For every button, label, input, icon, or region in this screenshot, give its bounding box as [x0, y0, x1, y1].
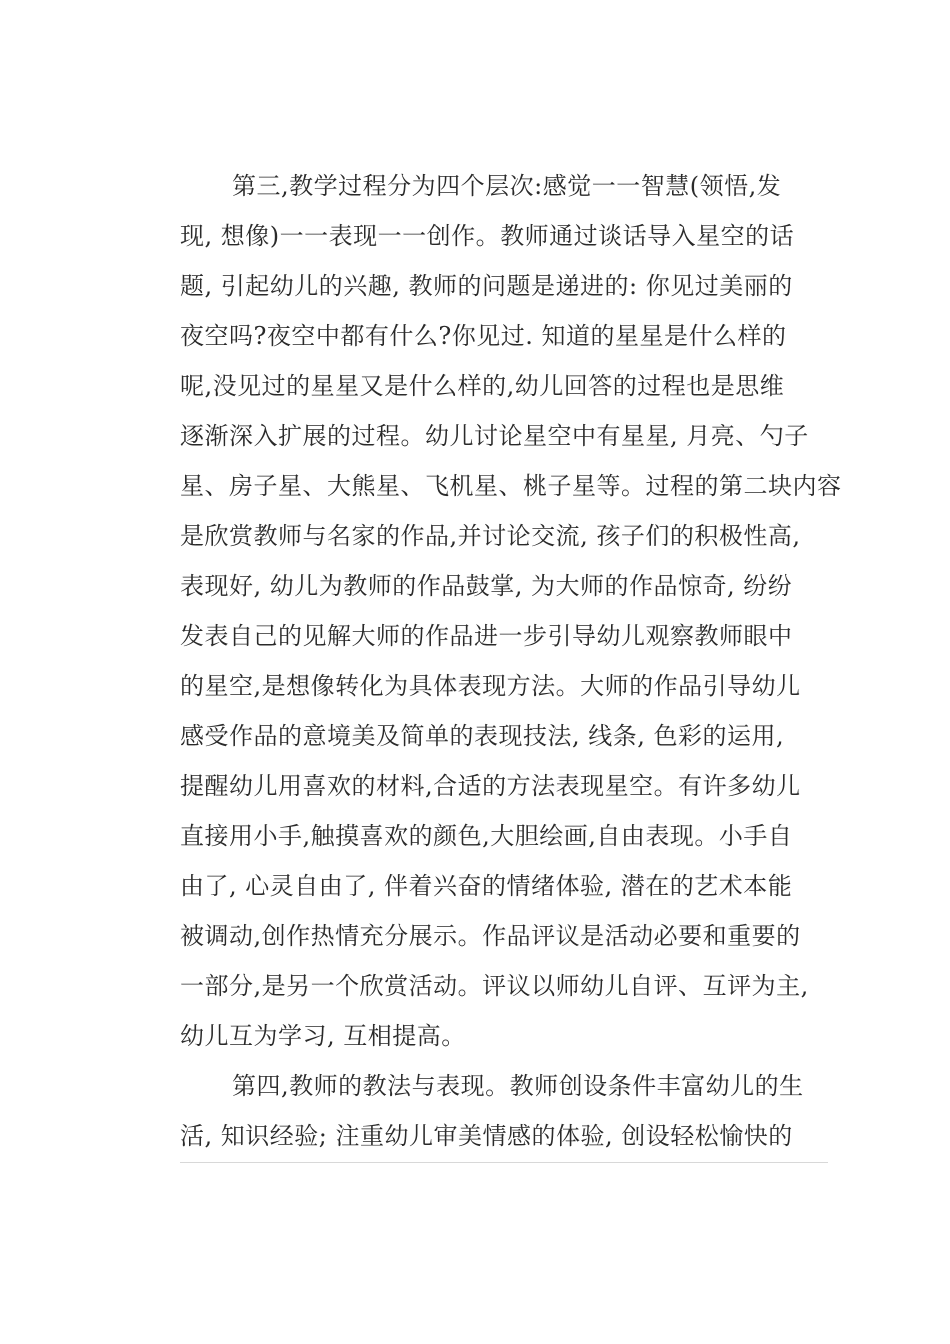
paragraph-1-line-8: 是欣赏教师与名家的作品,并讨论交流, 孩子们的积极性高,	[180, 522, 801, 550]
paragraph-1-line-14: 直接用小手,触摸喜欢的颜色,大胆绘画,自由表现。小手自	[180, 822, 793, 850]
paragraph-1-line-17: 一部分,是另一个欣赏活动。评议以师幼儿自评、互评为主,	[180, 972, 809, 1000]
paragraph-1-line-10: 发表自己的见解大师的作品进一步引导幼儿观察教师眼中	[180, 622, 793, 650]
paragraph-2-line-2: 活, 知识经验; 注重幼儿审美情感的体验, 创设轻松愉快的	[180, 1122, 793, 1150]
paragraph-1-line-2: 现, 想像)一一表现一一创作。教师通过谈话导入星空的话	[180, 222, 795, 250]
paragraph-1-line-4: 夜空吗?夜空中都有什么?你见过. 知道的星星是什么样的	[180, 322, 787, 350]
paragraph-2-line-1: 第四,教师的教法与表现。教师创设条件丰富幼儿的生	[232, 1072, 804, 1100]
paragraph-1-line-5: 呢,没见过的星星又是什么样的,幼儿回答的过程也是思维	[180, 372, 785, 400]
paragraph-1-line-18: 幼儿互为学习, 互相提高。	[180, 1022, 466, 1050]
paragraph-1-line-7: 星、房子星、大熊星、飞机星、桃子星等。过程的第二块内容	[180, 472, 842, 500]
paragraph-1-line-15: 由了, 心灵自由了, 伴着兴奋的情绪体验, 潜在的艺术本能	[180, 872, 793, 900]
paragraph-1-line-9: 表现好, 幼儿为教师的作品鼓掌, 为大师的作品惊奇, 纷纷	[180, 572, 793, 600]
paragraph-1-line-13: 提醒幼儿用喜欢的材料,合适的方法表现星空。有许多幼儿	[180, 772, 801, 800]
page-footer-divider	[180, 1162, 828, 1163]
paragraph-1-line-6: 逐渐深入扩展的过程。幼儿讨论星空中有星星, 月亮、勺子	[180, 422, 809, 450]
paragraph-1-line-3: 题, 引起幼儿的兴趣, 教师的问题是递进的: 你见过美丽的	[180, 272, 793, 300]
paragraph-1-line-16: 被调动,创作热情充分展示。作品评议是活动必要和重要的	[180, 922, 801, 950]
paragraph-1-line-12: 感受作品的意境美及简单的表现技法, 线条, 色彩的运用,	[180, 722, 785, 750]
paragraph-1-line-1: 第三,教学过程分为四个层次:感觉一一智慧(领悟,发	[232, 172, 782, 200]
paragraph-1-line-11: 的星空,是想像转化为具体表现方法。大师的作品引导幼儿	[180, 672, 801, 700]
